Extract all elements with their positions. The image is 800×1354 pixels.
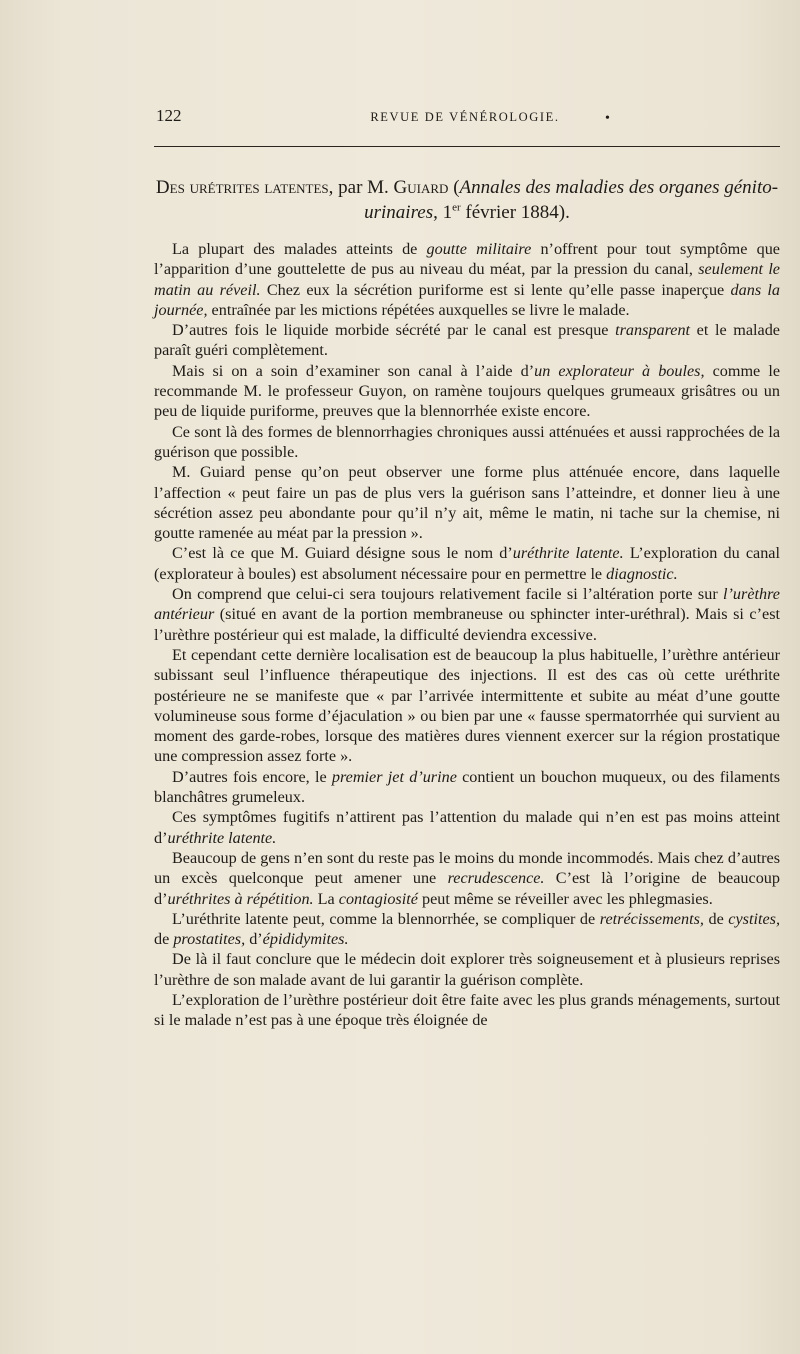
- italic-text: un explorateur à boules,: [534, 361, 705, 380]
- italic-text: seulement le matin au réveil.: [154, 260, 780, 299]
- text-run: entraînée par les mictions répétées auxquelles se livre le malade.: [207, 300, 630, 319]
- text-run: C’est là l’origine de beaucoup d’: [154, 869, 780, 908]
- article-title: [154, 175, 780, 225]
- text-run: Beaucoup de gens n’en sont du reste pas le moins du monde incommodés. Mais chez d’autres un excès quelconque peut amener une: [154, 848, 780, 888]
- text-run: Ces symptômes fugitifs n’attirent pas l’attention du malade qui n’en est pas moins atteint d’: [154, 808, 780, 847]
- text-run: D’autres fois le liquide morbide sécrété par le canal est presque: [172, 321, 616, 340]
- text-run: Ce sont là des formes de blennorrhagies chroniques aussi atténuées et aussi rapprochées de la guérison que possible.: [154, 422, 780, 461]
- article-body: [154, 239, 780, 1031]
- italic-text: transparent: [615, 321, 691, 340]
- paragraph: [154, 848, 780, 909]
- paragraph: [154, 239, 780, 320]
- italic-text: contagiosité: [338, 889, 418, 908]
- paragraph: [154, 584, 780, 645]
- text-run: M. Guiard pense qu’on peut observer une forme plus atténuée encore, dans laquelle l’affection « peut faire un pas de plus vers la guérison sans l’atteindre, et donner lieu à une sécrétion assez peu abondante pour qu’il n’y ait, même le matin, ni tache sur la chemise, ni goutte ramenée au méat par la pression ».: [154, 463, 780, 543]
- text-run: et le malade paraît guéri complètement.: [154, 321, 780, 360]
- text-run: Et cependant cette dernière localisation est de beaucoup la plus habituelle, l’urèthre antérieur subissant seul l’influence thérapeutique des injections. Il est des cas où cette uréthrite postérieure ne se manifeste que « par l’arrivée intermittente et subite au méat d’une goutte volumineuse sous forme d’éjaculation » ou bien par une « fausse spermatorrhée qui survient au moment des garde-robes, lorsque des matières dures viennent exercer sur la région prostatique une compression assez forte ».: [154, 645, 780, 766]
- paragraph: [154, 543, 780, 584]
- title-date-day: , 1: [433, 202, 453, 223]
- title-source: Annales des maladies des organes génito-urinaires: [364, 177, 779, 223]
- title-by: , par M.: [328, 177, 394, 198]
- italic-text: prostatites,: [173, 930, 246, 949]
- page-header: [150, 100, 780, 130]
- italic-text: uréthrite latente.: [512, 544, 624, 563]
- paragraph: [154, 422, 780, 463]
- paragraph: [154, 807, 780, 848]
- italic-text: dans la journée,: [154, 280, 780, 319]
- text-run: De là il faut conclure que le médecin doit explorer très soigneusement et à plusieurs reprises l’urèthre de son malade avant de lui garantir la guérison complète.: [154, 950, 780, 989]
- text-run: L’exploration de l’urèthre postérieur doit être faite avec les plus grands ménagements, surtout si le malade n’est pas à une époque très éloignée de: [154, 990, 780, 1030]
- page-number: 122: [156, 106, 182, 125]
- text-run: peut même se réveiller avec les phlegmasies.: [417, 889, 713, 908]
- text-run: n’offrent pour tout symptôme que l’apparition d’une gouttelette de pus au niveau du méat, par la pression du canal,: [154, 240, 780, 279]
- italic-text: uréthrites à répétition.: [167, 889, 314, 908]
- text-run: d’: [245, 930, 263, 949]
- italic-text: goutte militaire: [426, 240, 532, 258]
- paragraph: [154, 462, 780, 543]
- italic-text: retrécissements,: [599, 909, 704, 928]
- paragraph: [154, 990, 780, 1031]
- running-head: REVUE DE VÉNÉROLOGIE.: [370, 110, 560, 124]
- text-run: La: [313, 889, 339, 908]
- italic-text: cystites,: [728, 909, 780, 928]
- paragraph: [154, 361, 780, 422]
- text-run: Mais si on a soin d’examiner son canal à l’aide d’: [172, 361, 535, 380]
- paragraph: [154, 320, 780, 361]
- text-run: C’est là ce que M. Guiard désigne sous le nom d’: [172, 544, 513, 563]
- header-rule: [154, 146, 780, 147]
- text-run: L’exploration du canal (explorateur à boules) est absolument nécessaire pour en permettre le: [154, 544, 780, 583]
- text-run: contient un bouchon muqueux, ou des filaments blanchâtres grumeleux.: [154, 767, 781, 807]
- italic-text: diagnostic.: [606, 564, 678, 583]
- text-run: de: [703, 909, 729, 928]
- title-date-rest: février 1884).: [460, 202, 570, 223]
- italic-text: premier jet d’urine: [331, 767, 457, 786]
- text-run: (situé en avant de la portion membraneuse ou sphincter inter-uréthral). Mais si c’est l’urèthre postérieur qui est malade, la difficulté deviendra excessive.: [154, 605, 780, 644]
- italic-text: épididymites.: [262, 930, 349, 949]
- italic-text: recrudescence.: [447, 869, 545, 888]
- text-run: L’uréthrite latente peut, comme la blennorrhée, se compliquer de: [172, 909, 600, 928]
- paragraph: [154, 909, 780, 950]
- title-open-paren: (: [448, 177, 460, 198]
- text-run: comme le recommande M. le professeur Guyon, on ramène toujours quelques grumeaux grisâtres ou un peu de liquide puriforme, preuves que la blennorrhée existe encore.: [154, 361, 780, 421]
- text-run: La plupart des malades atteints de: [172, 240, 427, 258]
- paragraph: [154, 767, 780, 808]
- italic-text: uréthrite latente.: [167, 828, 277, 847]
- italic-text: l’urèthre antérieur: [154, 585, 780, 624]
- text-run: On comprend que celui-ci sera toujours relativement facile si l’altération porte sur: [172, 585, 724, 604]
- paragraph: [154, 949, 780, 990]
- header-dot: •: [605, 111, 610, 126]
- text-run: D’autres fois encore, le: [172, 767, 332, 786]
- title-subject: Des urétrites latentes: [155, 177, 329, 198]
- title-date-sup: er: [452, 201, 461, 214]
- paragraph: [154, 645, 780, 767]
- title-author: Guiard: [393, 177, 449, 198]
- text-run: de: [154, 930, 174, 949]
- article: [154, 175, 780, 1031]
- text-run: Chez eux la sécrétion puriforme est si lente qu’elle passe inaperçue: [260, 280, 731, 299]
